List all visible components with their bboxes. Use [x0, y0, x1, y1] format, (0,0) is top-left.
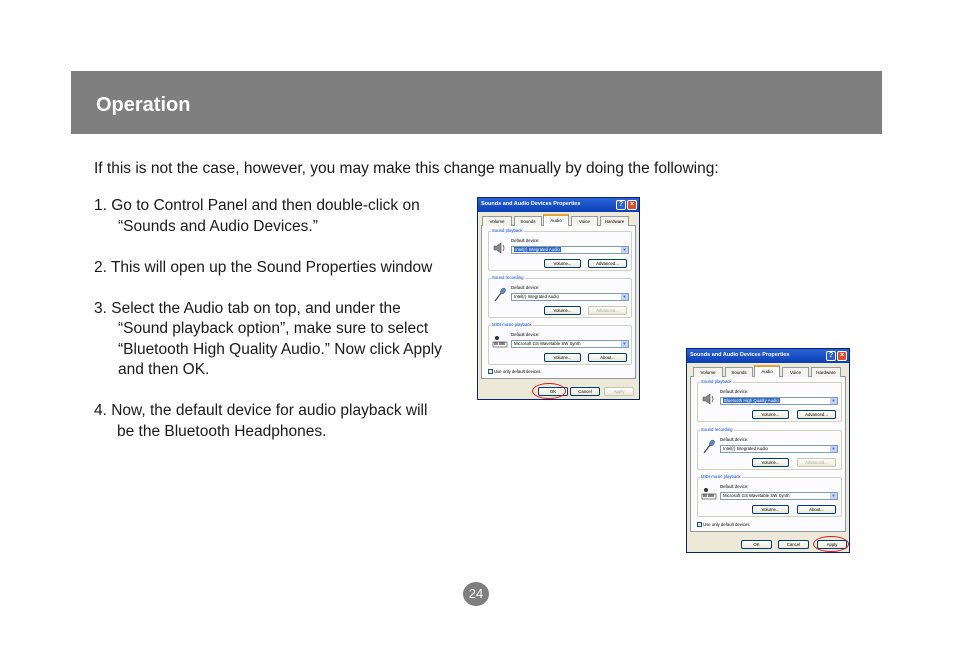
- sound-playback-label: Sound playback: [492, 228, 523, 233]
- tab-audio[interactable]: Audio: [754, 365, 780, 377]
- tab-hardware[interactable]: Hardware: [600, 216, 629, 226]
- sound-playback-group: [697, 379, 842, 422]
- use-default-devices-checkbox[interactable]: ✓ Use only default devices: [698, 522, 750, 528]
- chevron-down-icon: ▼: [622, 294, 627, 299]
- dialog-1-tabs: [481, 215, 636, 226]
- tab-sounds[interactable]: Sounds: [514, 216, 542, 226]
- step-3: [94, 299, 466, 381]
- chevron-down-icon: ▼: [622, 341, 627, 346]
- chevron-down-icon: ▼: [831, 493, 836, 498]
- dialog-2-tabs: [690, 366, 846, 377]
- recording-device-select[interactable]: Intel(r) Integrated Audio ▼: [720, 445, 838, 453]
- midi-volume-button[interactable]: Volume...: [752, 505, 789, 514]
- sound-recording-group: [488, 275, 632, 318]
- close-icon[interactable]: ×: [837, 351, 847, 361]
- tab-sounds[interactable]: Sounds: [725, 367, 753, 377]
- page-title: Operation: [96, 94, 191, 116]
- help-icon[interactable]: ?: [616, 200, 626, 210]
- midi-about-button[interactable]: About...: [588, 353, 627, 362]
- ok-button[interactable]: OK: [741, 540, 772, 549]
- apply-button[interactable]: Apply: [817, 540, 847, 549]
- sound-properties-dialog-2: [686, 348, 850, 553]
- step-2: [94, 258, 466, 279]
- microphone-icon: [701, 439, 717, 455]
- midi-playback-label: MIDI music playback: [492, 322, 532, 327]
- step-4: [94, 401, 466, 442]
- tab-voice[interactable]: Voice: [782, 367, 809, 377]
- step-3-line: 3. Select the Audio tab on top, and under the: [94, 299, 401, 317]
- tab-volume[interactable]: Volume: [693, 367, 723, 377]
- midi-device-select[interactable]: Microsoft GS Wavetable SW Synth ▼: [720, 492, 838, 500]
- recording-advanced-button[interactable]: Advanced...: [797, 458, 836, 467]
- chevron-down-icon: ▼: [831, 398, 836, 403]
- speaker-icon: [701, 391, 717, 407]
- use-default-devices-checkbox[interactable]: ✓ Use only default devices: [489, 369, 541, 375]
- dialog-2-title: Sounds and Audio Devices Properties: [690, 352, 790, 358]
- ok-button[interactable]: OK: [538, 387, 568, 396]
- step-1: [94, 196, 466, 237]
- midi-playback-label: MIDI music playback: [701, 474, 741, 479]
- highlight-circle: [532, 383, 566, 399]
- chevron-down-icon: ▼: [831, 446, 836, 451]
- midi-about-button[interactable]: About...: [797, 505, 836, 514]
- sound-recording-group: [697, 427, 842, 470]
- step-4-line: 4. Now, the default device for audio playback will: [94, 402, 428, 419]
- recording-advanced-button[interactable]: Advanced...: [588, 306, 627, 315]
- midi-device-select[interactable]: Microsoft GS Wavetable SW Synth ▼: [511, 340, 629, 348]
- step-3-continuation: “Sound playback option”, make sure to select “Bluetooth High Quality Audio.” Now click Apply and then OK.: [118, 320, 442, 378]
- help-icon[interactable]: ?: [826, 351, 836, 361]
- close-icon[interactable]: ×: [627, 200, 637, 210]
- instruction-steps: [94, 196, 466, 463]
- step-2-line: 2. This will open up the Sound Properties window: [94, 258, 433, 276]
- midi-keyboard-icon: [701, 486, 717, 502]
- step-1-line: 1. Go to Control Panel and then double-click on: [94, 197, 420, 214]
- speaker-icon: [492, 240, 508, 256]
- checkmark-icon: ✓: [698, 522, 702, 528]
- recording-default-device-label: Default device:: [720, 437, 749, 442]
- midi-default-device-label: Default device:: [720, 484, 749, 489]
- recording-volume-button[interactable]: Volume...: [544, 306, 581, 315]
- sound-recording-label: Sound recording: [701, 427, 733, 432]
- step-4-continuation: be the Bluetooth Headphones.: [117, 422, 327, 440]
- sound-recording-label: Sound recording: [492, 275, 524, 280]
- step-1-continuation: “Sounds and Audio Devices.”: [118, 217, 318, 235]
- highlight-circle: [813, 536, 849, 552]
- midi-default-device-label: Default device:: [511, 332, 540, 337]
- playback-advanced-button[interactable]: Advanced...: [797, 410, 836, 419]
- playback-advanced-button[interactable]: Advanced...: [588, 259, 627, 268]
- playback-default-device-label: Default device:: [511, 238, 540, 243]
- page-number-badge: 24: [463, 582, 489, 606]
- dialog-1-title: Sounds and Audio Devices Properties: [481, 201, 581, 207]
- recording-device-select[interactable]: Intel(r) Integrated Audio ▼: [511, 293, 629, 301]
- checkmark-icon: ✓: [489, 369, 493, 375]
- sound-playback-label: Sound playback: [701, 379, 732, 384]
- midi-volume-button[interactable]: Volume...: [544, 353, 581, 362]
- sound-properties-dialog-1: [477, 197, 640, 400]
- cancel-button[interactable]: Cancel: [570, 387, 600, 396]
- header-bar: [71, 71, 882, 134]
- tab-voice[interactable]: Voice: [571, 216, 598, 226]
- intro-paragraph: If this is not the case, however, you may make this change manually by doing the following:: [94, 160, 719, 177]
- playback-volume-button[interactable]: Volume...: [544, 259, 581, 268]
- recording-volume-button[interactable]: Volume...: [752, 458, 789, 467]
- midi-keyboard-icon: [492, 334, 508, 350]
- dialog-2-audio-panel: [690, 377, 846, 532]
- playback-default-device-label: Default device:: [720, 389, 749, 394]
- dialog-1-titlebar: [478, 198, 639, 212]
- apply-button[interactable]: Apply: [604, 387, 634, 396]
- dialog-1-audio-panel: [481, 226, 636, 379]
- microphone-icon: [492, 287, 508, 303]
- midi-playback-group: [697, 474, 842, 517]
- tab-hardware[interactable]: Hardware: [811, 367, 841, 377]
- playback-volume-button[interactable]: Volume...: [752, 410, 789, 419]
- midi-playback-group: [488, 322, 632, 365]
- sound-playback-group: [488, 228, 632, 271]
- cancel-button[interactable]: Cancel: [778, 540, 809, 549]
- playback-device-select[interactable]: Intel(r) Integrated Audio ▼: [511, 246, 629, 254]
- chevron-down-icon: ▼: [622, 247, 627, 252]
- playback-device-select[interactable]: Bluetooth High Quality Audio ▼: [720, 397, 838, 405]
- tab-audio[interactable]: Audio: [543, 214, 569, 226]
- dialog-2-titlebar: [687, 349, 849, 363]
- recording-default-device-label: Default device:: [511, 285, 540, 290]
- tab-volume[interactable]: Volume: [482, 216, 512, 226]
